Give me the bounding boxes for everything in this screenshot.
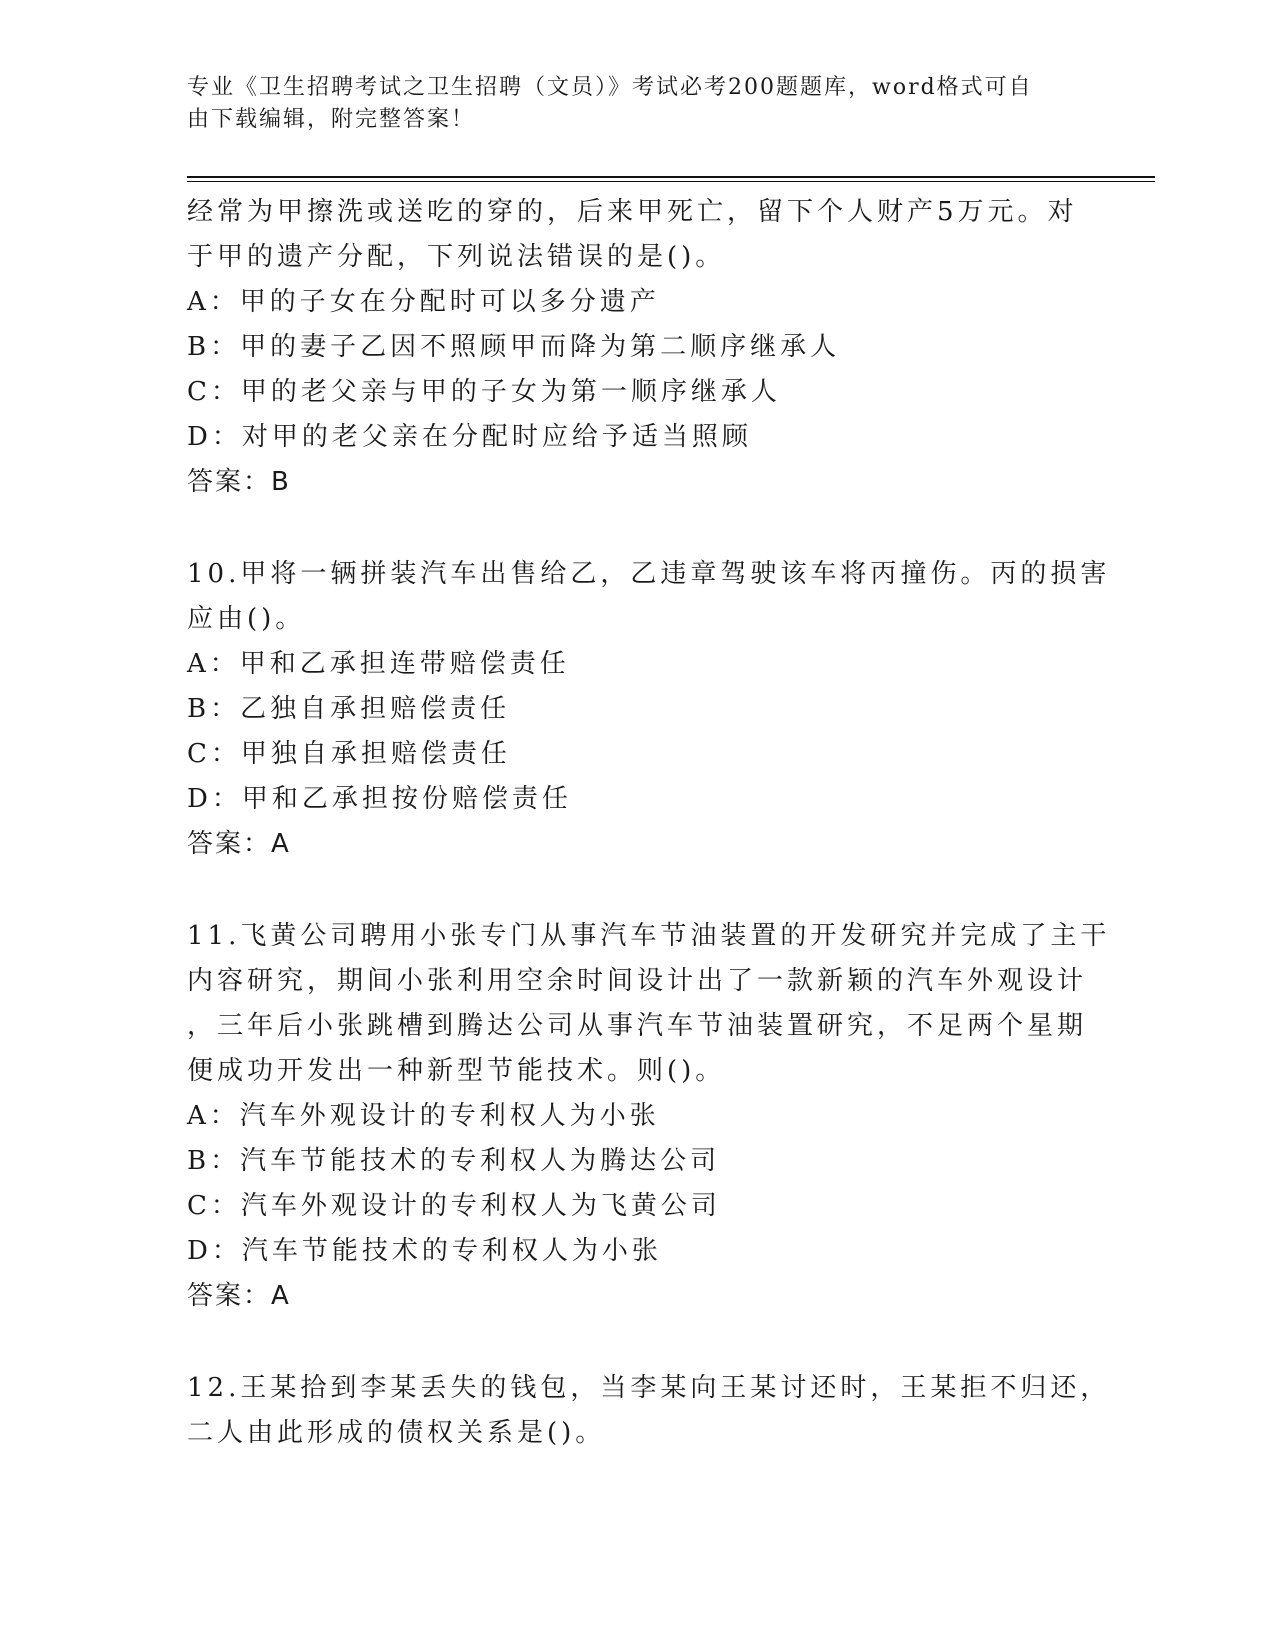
header-rule-thick [187,176,1155,178]
option-d: D：汽车节能技术的专利权人为小张 [187,1236,662,1266]
question-block [187,1366,1111,1456]
question-stem-line: 于甲的遗产分配，下列说法错误的是()。 [187,242,726,272]
document-header [187,72,1067,136]
option-b: B：甲的妻子乙因不照顾甲而降为第二顺序继承人 [187,332,841,362]
question-stem-line: 12.王某拾到李某丢失的钱包，当李某向王某讨还时，王某拒不归还， [187,1373,1111,1403]
option-a: A：汽车外观设计的专利权人为小张 [187,1101,660,1131]
question-stem-line: 11.飞黄公司聘用小张专门从事汽车节油装置的开发研究并完成了主干 [187,921,1111,951]
question-stem-line: 内容研究，期间小张利用空余时间设计出了一款新颖的汽车外观设计 [187,966,1088,996]
option-d: D：甲和乙承担按份赔偿责任 [187,784,572,814]
question-stem-line: 便成功开发出一种新型节能技术。则()。 [187,1056,726,1086]
option-a: A：甲的子女在分配时可以多分遗产 [187,287,660,317]
option-d: D：对甲的老父亲在分配时应给予适当照顾 [187,422,752,452]
question-spacer [187,505,1087,552]
header-line-1: 专业《卫生招聘考试之卫生招聘（文员）》考试必考200题题库，word格式可自 [187,75,1033,100]
question-stem-line: 应由()。 [187,604,306,634]
question-stem-line: ，三年后小张跳槽到腾达公司从事汽车节油装置研究，不足两个星期 [187,1011,1088,1041]
question-spacer [187,867,1087,914]
question-spacer [187,1319,1087,1366]
question-stem-line: 二人由此形成的债权关系是()。 [187,1418,606,1448]
option-c: C：甲的老父亲与甲的子女为第一顺序继承人 [187,377,781,407]
question-block [187,914,1111,1319]
answer-label: 答案：B [187,467,291,497]
option-c: C：甲独自承担赔偿责任 [187,739,511,769]
answer-label: 答案：A [187,829,291,859]
header-line-2: 由下载编辑，附完整答案！ [187,107,476,132]
option-b: B：汽车节能技术的专利权人为腾达公司 [187,1146,721,1176]
question-block [187,552,1111,867]
answer-label: 答案：A [187,1281,291,1311]
option-a: A：甲和乙承担连带赔偿责任 [187,649,570,679]
header-rule-thin [187,181,1155,182]
question-list [187,190,1111,1456]
question-stem-line: 经常为甲擦洗或送吃的穿的，后来甲死亡，留下个人财产5万元。对 [187,197,1078,227]
question-block [187,190,1087,505]
option-b: B：乙独自承担赔偿责任 [187,694,511,724]
option-c: C：汽车外观设计的专利权人为飞黄公司 [187,1191,721,1221]
question-stem-line: 10.甲将一辆拼装汽车出售给乙，乙违章驾驶该车将丙撞伤。丙的损害 [187,559,1111,589]
